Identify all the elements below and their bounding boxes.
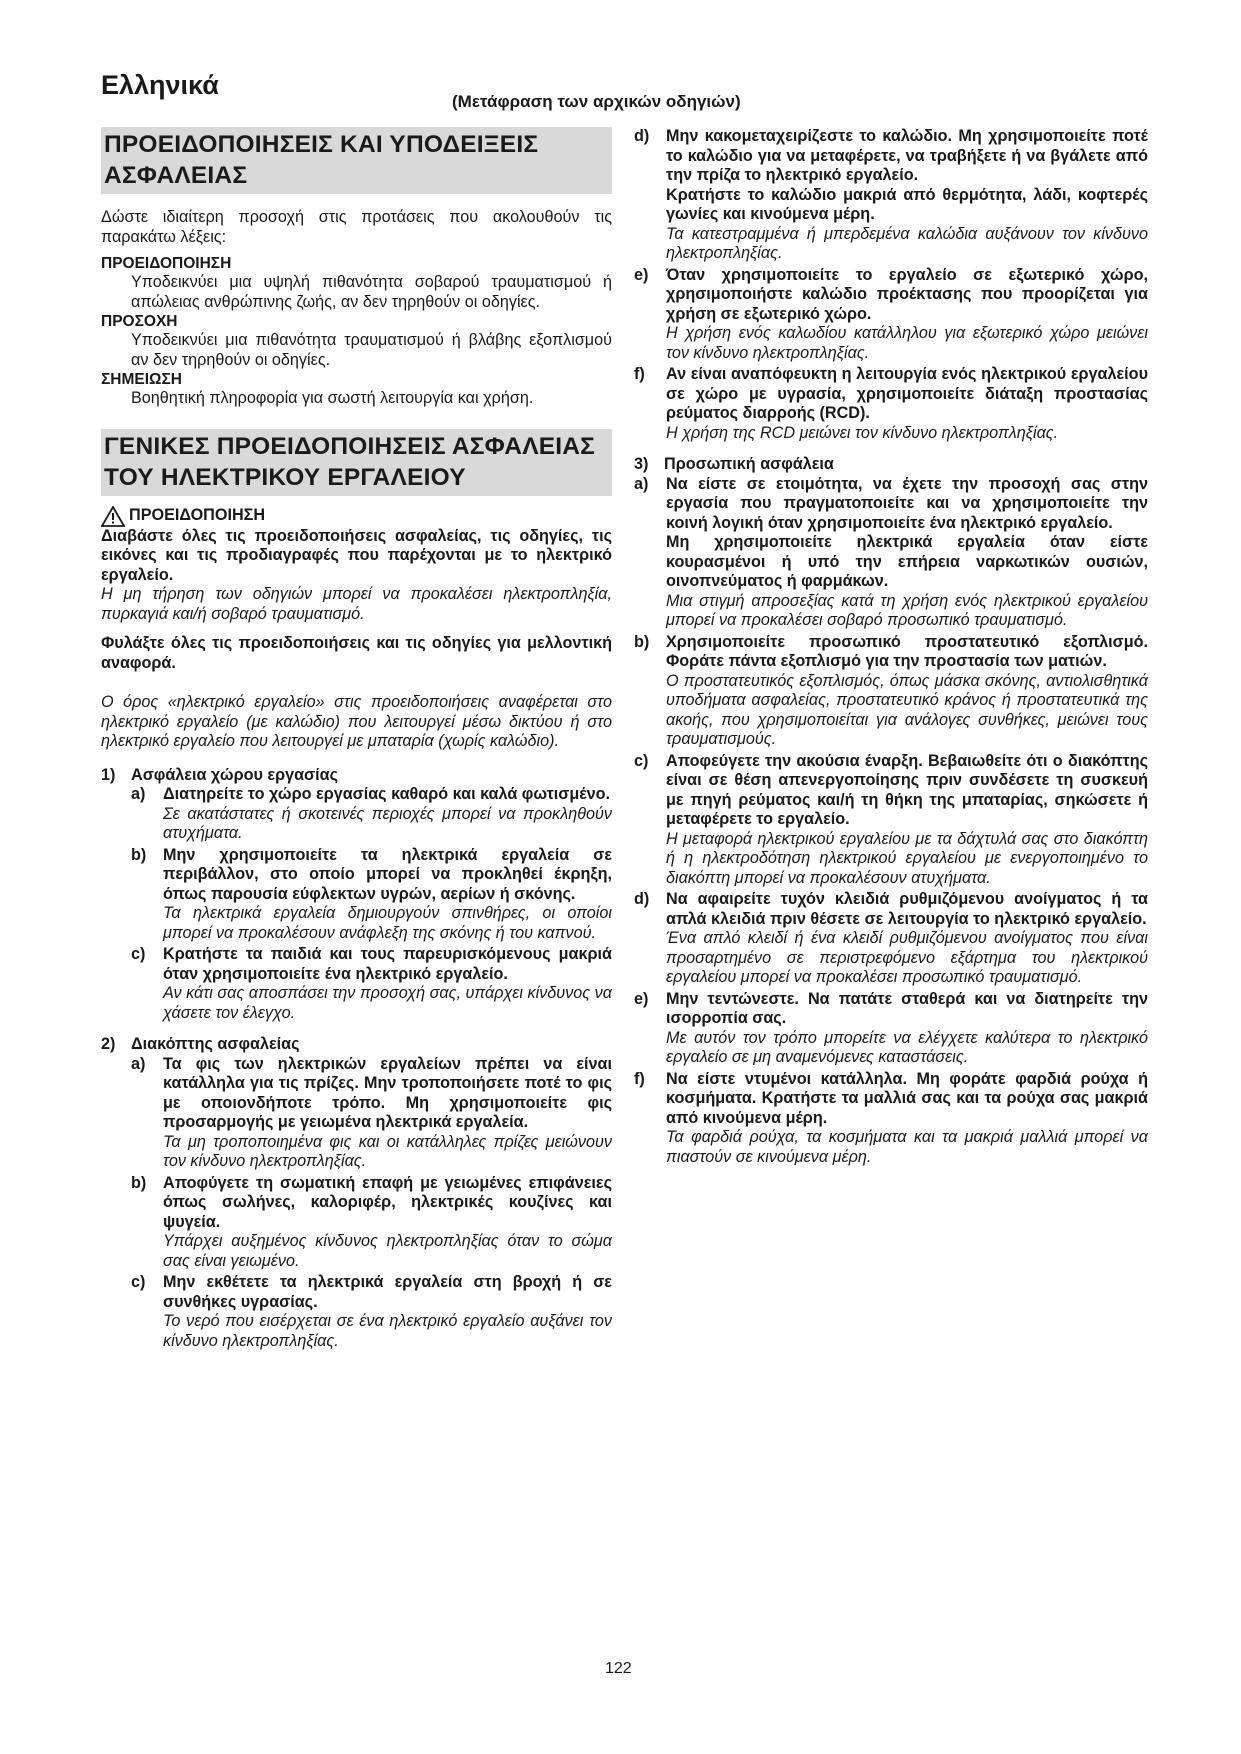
item-marker: a) xyxy=(131,1054,146,1073)
item-instruction: Να είστε σε ετοιμότητα, να έχετε την προσοχή σας στην εργασία που πραγματοποιείτε και να χρησιμοποιείτε την κοινή λογική όταν χρησιμοποιείτε ένα ηλεκτρικό εργαλείο. xyxy=(666,474,1148,532)
item-marker: a) xyxy=(131,785,146,803)
item-explanation: Ο προστατευτικός εξοπλισμός, όπως μάσκα σκόνης, αντιολισθητικά υποδήματα ασφαλείας, προστατευτικό κράνος ή προστατευτικά της ακοής, που χρησιμοποιείται για ανάλογες συνθήκες, μειώνει τους τραυματισμούς. xyxy=(666,671,1148,748)
list-item xyxy=(101,1273,612,1351)
intro-text: Δώστε ιδιαίτερη προσοχή στις προτάσεις που ακολουθούν τις παρακάτω λέξεις: xyxy=(101,208,612,246)
item-explanation: Τα κατεστραμμένα ή μπερδεμένα καλώδια αυξάνουν τον κίνδυνο ηλεκτροπληξίας. xyxy=(666,224,1148,262)
section-1-list xyxy=(101,785,612,1025)
item-marker: d) xyxy=(634,127,650,145)
item-instruction: Να αφαιρείτε τυχόν κλειδιά ρυθμιζόμενου ανοίγματος ή τα απλά κλειδιά πριν θέσετε σε λειτουργία το ηλεκτρικό εργαλείο. xyxy=(666,890,1148,928)
item-marker: e) xyxy=(634,265,649,284)
list-item xyxy=(634,990,1148,1068)
page-number: 122 xyxy=(605,1660,632,1677)
caution-text: Υποδεικνύει μια πιθανότητα τραυματισμού ή βλάβης εξοπλισμού αν δεν τηρηθούν οι οδηγίες. xyxy=(131,331,612,369)
item-explanation: Ένα απλό κλειδί ή ένα κλειδί ρυθμιζόμενου ανοίγματος που είναι προσαρτημένο σε περιστρεφόμενο εξάρτημα του ηλεκτρικού εργαλείου μπορεί να προκαλέσει προσωπικό τραυματισμό. xyxy=(666,929,1148,986)
electrical-safety-continued-list xyxy=(634,127,1148,445)
item-instruction-extra: Μη χρησιμοποιείτε ηλεκτρικά εργαλεία όταν είστε κουρασμένοι ή υπό την επήρεια ναρκωτικών ουσιών, οινοπνεύματος ή φαρμάκων. xyxy=(666,533,1148,590)
list-item xyxy=(101,1174,612,1272)
item-instruction: Χρησιμοποιείτε προσωπικό προστατευτικό εξοπλισμό. Φοράτε πάντα εξοπλισμό για την προστασία των ματιών. xyxy=(666,632,1148,670)
general-warning-text: ΠΡΟΕΙΔΟΠΟΙΗΣΗ xyxy=(129,506,266,525)
language-title: Ελληνικά xyxy=(101,70,219,100)
list-item xyxy=(101,945,612,1023)
item-instruction: Αποφεύγετε την ακούσια έναρξη. Βεβαιωθείτε ότι ο διακόπτης είναι σε θέση απενεργοποίησης πριν συνδέσετε τη συσκευή με πηγή ρεύματος και/ή τη θήκη της μπαταρίας, σηκώσετε ή μεταφέρετε το εργαλείο. xyxy=(666,751,1148,828)
caution-label: ΠΡΟΣΟΧΗ xyxy=(101,313,178,330)
item-marker: f) xyxy=(634,365,645,383)
item-explanation: Τα μη τροποποιημένα φις και οι κατάλληλες πρίζες μειώνουν τον κίνδυνο ηλεκτροπληξίας. xyxy=(163,1132,612,1170)
warning-label: ΠΡΟΕΙΔΟΠΟΙΗΣΗ xyxy=(101,255,232,272)
item-explanation: Σε ακατάστατες ή σκοτεινές περιοχές μπορεί να προκληθούν ατυχήματα. xyxy=(163,804,612,842)
item-marker: b) xyxy=(131,1173,147,1192)
item-explanation: Με αυτόν τον τρόπο μπορείτε να ελέγχετε καλύτερα το ηλεκτρικό εργαλείο σε μη αναμενόμενες καταστάσεις. xyxy=(666,1028,1148,1066)
list-item xyxy=(634,127,1148,264)
item-instruction: Μην τεντώνεστε. Να πατάτε σταθερά και να διατηρείτε την ισορροπία σας. xyxy=(666,989,1148,1027)
item-instruction: Όταν χρησιμοποιείτε το εργαλείο σε εξωτερικό χώρο, χρησιμοποιήστε καλώδιο προέκτασης που προορίζεται για χρήση σε εξωτερικό χώρο. xyxy=(666,265,1148,323)
general-warning-bold: Διαβάστε όλες τις προειδοποιήσεις ασφαλείας, τις οδηγίες, τις εικόνες και τις προδιαγραφές που παρέχονται με το ηλεκτρικό εργαλείο. xyxy=(101,526,612,584)
warning-triangle-icon xyxy=(101,506,125,527)
section-2-list xyxy=(101,1055,612,1354)
list-item xyxy=(634,365,1148,443)
item-marker: d) xyxy=(634,890,650,908)
item-marker: c) xyxy=(131,945,146,963)
item-instruction-extra: Κρατήστε το καλώδιο μακριά από θερμότητα, λάδι, κοφτερές γωνίες και κινούμενα μέρη. xyxy=(666,185,1148,223)
keep-instructions: Φυλάξτε όλες τις προειδοποιήσεις και τις οδηγίες για μελλοντική αναφορά. xyxy=(101,634,612,672)
general-warning-label xyxy=(101,506,612,527)
section-heading-general: ΓΕΝΙΚΕΣ ΠΡΟΕΙΔΟΠΟΙΗΣΕΙΣ ΑΣΦΑΛΕΙΑΣ ΤΟΥ ΗΛΕΚΤΡΙΚΟΥ ΕΡΓΑΛΕΙΟΥ xyxy=(101,429,612,496)
item-explanation: Η χρήση ενός καλωδίου κατάλληλου για εξωτερικό χώρο μειώνει τον κίνδυνο ηλεκτροπληξίας. xyxy=(666,324,1148,362)
item-explanation: Το νερό που εισέρχεται σε ένα ηλεκτρικό εργαλείο αυξάνει τον κίνδυνο ηλεκτροπληξίας. xyxy=(163,1312,612,1350)
item-marker: a) xyxy=(634,474,649,493)
list-item xyxy=(634,1070,1148,1168)
item-instruction: Κρατήστε τα παιδιά και τους παρευρισκόμενους μακριά όταν χρησιμοποιείτε ένα ηλεκτρικό εργαλείο. xyxy=(163,945,612,983)
left-column xyxy=(101,127,612,1353)
list-item xyxy=(634,633,1148,750)
section-heading-safety: ΠΡΟΕΙΔΟΠΟΙΗΣΕΙΣ ΚΑΙ ΥΠΟΔΕΙΞΕΙΣ ΑΣΦΑΛΕΙΑΣ xyxy=(101,127,612,194)
item-marker: b) xyxy=(131,845,147,864)
section-2-title: 2) Διακόπτης ασφαλείας xyxy=(101,1035,300,1053)
item-explanation: Μια στιγμή απροσεξίας κατά τη χρήση ενός ηλεκτρικού εργαλείου μπορεί να προκαλέσει σοβαρό προσωπικό τραυματισμό. xyxy=(666,591,1148,629)
list-item xyxy=(634,266,1148,364)
item-explanation: Η χρήση της RCD μειώνει τον κίνδυνο ηλεκτροπληξίας. xyxy=(666,423,1059,442)
list-item xyxy=(101,785,612,844)
translation-subtitle: (Μετάφραση των αρχικών οδηγιών) xyxy=(452,92,741,111)
item-marker: f) xyxy=(634,1069,645,1088)
right-column xyxy=(634,127,1148,1169)
list-item xyxy=(634,890,1148,988)
section-3-list xyxy=(634,475,1148,1170)
item-explanation: Τα ηλεκτρικά εργαλεία δημιουργούν σπινθήρες, οι οποίοι μπορεί να προκαλέσουν ανάφλεξη της σκόνης ή του καπνού. xyxy=(163,904,612,942)
item-marker: c) xyxy=(634,751,649,770)
item-explanation: Τα φαρδιά ρούχα, τα κοσμήματα και τα μακριά μαλλιά μπορεί να πιαστούν σε κινούμενα μέρη. xyxy=(666,1128,1148,1166)
item-instruction: Να είστε ντυμένοι κατάλληλα. Μη φοράτε φαρδιά ρούχα ή κοσμήματα. Κρατήστε τα μαλλιά σας και τα ρούχα σας μακριά από κινούμενα μέρη. xyxy=(666,1069,1148,1127)
item-instruction: Αποφύγετε τη σωματική επαφή με γειωμένες επιφάνειες όπως σωλήνες, καλοριφέρ, ηλεκτρικές κουζίνες και ψυγεία. xyxy=(163,1173,612,1231)
item-instruction: Μην χρησιμοποιείτε τα ηλεκτρικά εργαλεία σε περιβάλλον, στο οποίο μπορεί να προκληθεί έκρηξη, όπως παρουσία εύφλεκτων υγρών, αερίων ή σκόνης. xyxy=(163,845,612,903)
item-explanation: Η μεταφορά ηλεκτρικού εργαλείου με τα δάχτυλά σας στο διακόπτη ή η ηλεκτροδότηση ηλεκτρικού εργαλείου με ενεργοποιημένο το διακόπτη μπορεί να προκαλέσουν ατυχήματα. xyxy=(666,829,1148,887)
general-warning-italic: Η μη τήρηση των οδηγιών μπορεί να προκαλέσει ηλεκτροπληξία, πυρκαγιά και/ή σοβαρό τραυματισμό. xyxy=(101,585,612,623)
item-marker: b) xyxy=(634,632,650,651)
item-instruction: Αν είναι αναπόφευκτη η λειτουργία ενός ηλεκτρικού εργαλείου σε χώρο με υγρασία, χρησιμοποιείτε διάταξη προστασίας ρεύματος διαρροής (RCD). xyxy=(666,365,1148,422)
item-instruction: Μην κακομεταχειρίζεστε το καλώδιο. Μη χρησιμοποιείτε ποτέ το καλώδιο για να μεταφέρετε, να τραβήξετε ή να βγάλετε από την πρίζα το ηλεκτρικό εργαλείο. xyxy=(666,127,1148,184)
item-instruction: Μην εκθέτετε τα ηλεκτρικά εργαλεία στη βροχή ή σε συνθήκες υγρασίας. xyxy=(163,1273,612,1311)
item-instruction: Τα φις των ηλεκτρικών εργαλείων πρέπει να είναι κατάλληλα για τις πρίζες. Μην τροποποιήσετε ποτέ το φις με οποιονδήποτε τρόπο. Μη χρησιμοποιείτε φις προσαρμογής με γειωμένα ηλεκτρικά εργαλεία. xyxy=(163,1054,612,1131)
note-text: Βοηθητική πληροφορία για σωστή λειτουργία και χρήση. xyxy=(131,389,534,407)
section-1-title: 1) Ασφάλεια χώρου εργασίας xyxy=(101,765,338,784)
note-label: ΣΗΜΕΙΩΣΗ xyxy=(101,371,182,388)
item-explanation: Υπάρχει αυξημένος κίνδυνος ηλεκτροπληξίας όταν το σώμα σας είναι γειωμένο. xyxy=(163,1232,612,1270)
item-explanation: Αν κάτι σας αποσπάσει την προσοχή σας, υπάρχει κίνδυνος να χάσετε τον έλεγχο. xyxy=(163,984,612,1022)
item-marker: c) xyxy=(131,1273,146,1291)
item-marker: e) xyxy=(634,989,649,1008)
warning-text: Υποδεικνύει μια υψηλή πιθανότητα σοβαρού τραυματισμού ή απώλειας ανθρώπινης ζωής, αν δεν τηρηθούν οι οδηγίες. xyxy=(131,273,612,311)
list-item xyxy=(634,752,1148,889)
list-item xyxy=(634,475,1148,631)
item-instruction: Διατηρείτε το χώρο εργασίας καθαρό και καλά φωτισμένο. xyxy=(163,785,610,803)
list-item xyxy=(101,1055,612,1172)
power-tool-term: Ο όρος «ηλεκτρικό εργαλείο» στις προειδοποιήσεις αναφέρεται στο ηλεκτρικό εργαλείο (με καλώδιο) που λειτουργεί μέσω δικτύου ή στο ηλεκτρικό εργαλείο που λειτουργεί με μπαταρία (χωρίς καλώδιο). xyxy=(101,693,612,750)
section-3-title: 3) Προσωπική ασφάλεια xyxy=(634,455,834,473)
list-item xyxy=(101,846,612,944)
